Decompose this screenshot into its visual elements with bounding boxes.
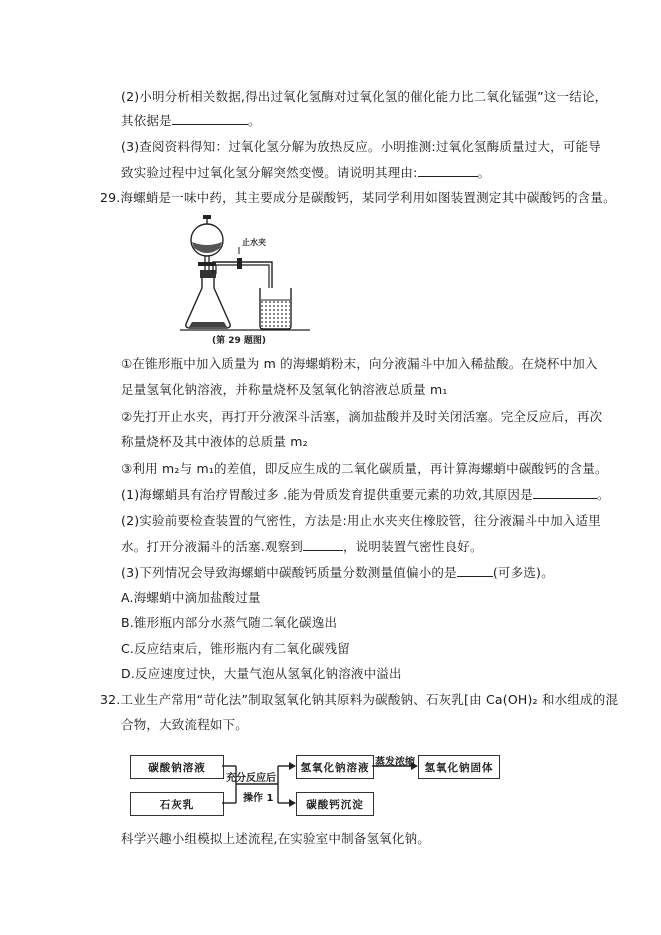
flow-box-naoh-solid: 氢氧化钠固体: [418, 755, 500, 779]
sub1-suffix: 。: [596, 487, 610, 502]
q3-answer-blank[interactable]: [418, 163, 478, 177]
flow-box-caco3-precip: 碳酸钙沉淀: [296, 792, 374, 816]
clamp-icon: [237, 258, 242, 269]
sub3-suffix: (可多选)。: [492, 565, 554, 580]
q2-answer-blank[interactable]: [172, 111, 248, 125]
sub2-suffix: ，说明装置气密性良好。: [342, 539, 483, 554]
sub3-prefix: (3)下列情况会导致海螺蛸中碳酸钙质量分数测量值偏小的是: [121, 565, 457, 580]
sub3-line: [121, 563, 554, 581]
q29-title: 29.海螺蛸是一味中药，其主要成分是碳酸钙，某同学利用如图装置测定其中碳酸钙的含量。: [100, 190, 616, 205]
option-b[interactable]: B.锥形瓶内部分水蒸气随二氧化碳逸出: [121, 615, 338, 630]
sub1-prefix: (1)海螺蛸具有治疗胃酸过多 .能为骨质发育提供重要元素的功效,其原因是: [121, 487, 533, 502]
arrow-to-caco3: [289, 799, 296, 807]
erlenmeyer-flask: [186, 278, 230, 328]
last-line: 科学兴趣小组模拟上述流程,在实验室中制备氢氧化钠。: [121, 831, 430, 846]
sub2-line-a: (2)实验前要检查装置的气密性，方法是:用止水夹夹住橡胶管，往分液漏斗中加入适里: [121, 513, 601, 528]
flow-label-evaporate: 蒸发浓缩: [375, 757, 415, 768]
q3-line-b: [121, 163, 490, 181]
sub2-answer-blank[interactable]: [303, 537, 343, 551]
option-d[interactable]: D.反应速度过快，大量气泡从氢氧化钠溶液中溢出: [121, 666, 402, 681]
beaker-naoh-solution: [261, 300, 290, 328]
q3-line-a: (3)查阅资料得知：过氧化氢分解为放热反应。小明推测:过氧化氢酶质量过大，可能导: [121, 139, 601, 154]
q32-line-a: 32.工业生产常用“苛化法”制取氢氧化钠其原料为碳酸钠、石灰乳[由 Ca(OH)₂ 和水组成的混: [100, 692, 619, 707]
arrow-to-naoh-solution: [289, 762, 296, 770]
step2-line-a: ②先打开止水夹，再打开分液深斗活塞，滴加盐酸并及时关闭活塞。完全反应后，再次: [121, 409, 603, 424]
q3-prefix: 致实验过程中过氧化氢分解突然变慢。请说明其理由:: [121, 165, 418, 180]
sub1-line: [121, 485, 610, 503]
flow-label-react: 充分反应后: [226, 773, 276, 784]
q29-apparatus-figure: [180, 212, 330, 347]
step1-line-a: ①在锥形瓶中加入质量为 m 的海螺蛸粉末，向分液漏斗中加入稀盐酸。在烧杯中加入: [121, 356, 598, 371]
q32-line-b: 合物，大致流程如下。: [121, 717, 249, 732]
sub3-answer-blank[interactable]: [457, 563, 493, 577]
sub2-prefix: 水。打开分液漏斗的活塞.观察到: [121, 539, 303, 554]
option-c[interactable]: C.反应结束后，锥形瓶内有二氧化碳残留: [121, 641, 351, 656]
step3-line: ③利用 m₂与 m₁的差值，即反应生成的二氧化碳质量，再计算海螺蛸中碳酸钙的含量。: [121, 461, 608, 476]
sub2-line-b: [121, 537, 483, 555]
funnel-stopper: [203, 215, 211, 219]
flow-label-operation: 操作 1: [243, 793, 274, 804]
step1-line-b: 足量氢氧化钠溶液，并称量烧杯及氢氧化钠溶液总质量 m₁: [121, 382, 448, 397]
flow-box-lime-milk: 石灰乳: [130, 792, 224, 816]
q2-line-a: (2)小明分析相关数据,得出过氧化氢酶对过氧化氢的催化能力比二氧化锰强”这一结论，: [121, 89, 608, 104]
figure29-caption: (第 29 题图): [212, 336, 267, 346]
flow-box-naoh-solution: 氢氧化钠溶液: [296, 755, 374, 779]
option-a[interactable]: A.海螺蛸中滴加盐酸过量: [121, 590, 261, 605]
step2-line-b: 称量烧杯及其中液体的总质量 m₂: [121, 434, 308, 449]
sub1-answer-blank[interactable]: [533, 485, 597, 499]
flask-powder: [189, 322, 227, 327]
q2-suffix: 。: [247, 113, 261, 128]
q3-suffix: 。: [477, 165, 491, 180]
q2-line-b: [121, 111, 261, 129]
flow-box-sodium-carbonate: 碳酸钠溶液: [130, 755, 224, 779]
clamp-label: 止水夹: [242, 238, 266, 247]
q2-prefix: 其依据是: [121, 113, 172, 128]
